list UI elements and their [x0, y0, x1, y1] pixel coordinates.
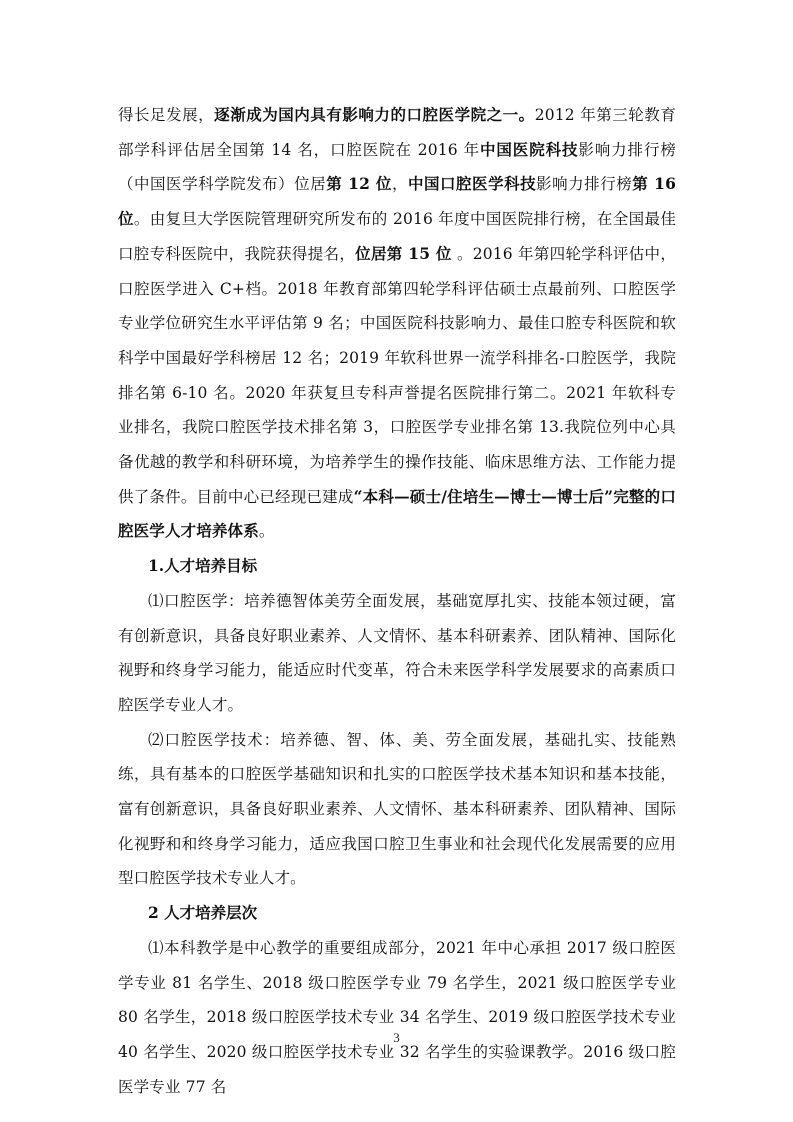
- paragraph-dental-technology-goal: ⑵口腔医学技术：培养德、智、体、美、劳全面发展，基础扎实、技能熟练，具有基本的口腔医学基础知识和扎实的口腔医学技术基本知识和基本技能，富有创新意识，具备良好职业素养、人文情怀、基本科研素养、团队精神、国际化视野和和终身学习能力，适应我国口腔卫生事业和社会现代化发展需要的应用型口腔医学技术专业人才。: [118, 730, 676, 888]
- text-run: 得长足发展，: [118, 106, 215, 124]
- page-number: 3: [393, 1030, 400, 1045]
- bold-text-run: 逐渐成为国内具有影响力的口腔医学院之一。: [214, 105, 535, 124]
- paragraph-ranking-summary: [118, 98, 676, 549]
- text-run: 。: [258, 522, 275, 541]
- bold-text-run: 位居第 15 位: [355, 243, 452, 263]
- bold-text-run: “本科—硕士/住培生—博士—博士后”完整的口腔医学人才培养体系: [118, 486, 676, 541]
- section-heading-training-levels: 2 人才培养层次: [148, 903, 258, 923]
- paragraph-stomatology-goal: ⑴口腔医学：培养德智体美劳全面发展，基础宽厚扎实、技能本领过硬，富有创新意识，具备良好职业素养、人文情怀、基本科研素养、团队精神、国际化视野和终身学习能力，能适应时代变革，符合未来医学科学发展要求的高素质口腔医学专业人才。: [118, 591, 676, 714]
- section-heading-training-goals: 1.人才培养目标: [148, 556, 258, 576]
- bold-text-run: 第 12 位: [326, 174, 392, 194]
- text-run: 影响力排行榜: [536, 175, 633, 194]
- text-run: 。由复旦大学医院管理研究所发布的 2016 年度中国医院排行榜，在全国最佳口腔专科医院中，我院获得提名，: [118, 210, 677, 263]
- paragraph-undergraduate-teaching: ⑴本科教学是中心教学的重要组成部分，2021 年中心承担 2017 级口腔医学专业 81 名学生、2018 级口腔医学专业 79 名学生，2021 级口腔医学专业 80 名学生，2018 级口腔医学技术专业 34 名学生、2019 级口腔医学技术专业 40 名学生、2020 级口腔医学技术专业 32 名学生的实验课教学。2016 级口腔医学专业 77 名: [118, 938, 676, 1096]
- bold-text-run: 第 16 位: [118, 174, 677, 229]
- page-content: [118, 98, 676, 1104]
- text-run: ，: [391, 175, 408, 194]
- bold-text-run: 中国口腔医学科技: [407, 174, 537, 194]
- text-run: 。2016 年第四轮学科评估中，口腔医学进入 C+档。2018 年教育部第四轮学科评估硕士点最前列、口腔医学专业学位研究生水平评估第 9 名；中国医院科技影响力、最佳口腔专科医院和软科学中国最好学科榜居 12 名；2019 年软科世界一流学科排名-口腔医学，我院排名第 6-10 名。2020 年获复旦专科声誉提名医院排行第二。2021 年软科专业排名，我院口腔医学技术排名第 3，口腔医学专业排名第 13.我院位列中心具备优越的教学和科研环境，为培养学生的操作技能、临床思维方法、工作能力提供了条件。目前中心已经现已建成: [118, 244, 676, 506]
- text-run: 影响力排行榜（中国医学科学院发布）位居: [118, 140, 676, 194]
- text-run: 2012 年第三轮教育部学科评估居全国第 14 名，口腔医院在 2016 年: [118, 106, 676, 159]
- bold-text-run: 中国医院科技: [480, 139, 579, 159]
